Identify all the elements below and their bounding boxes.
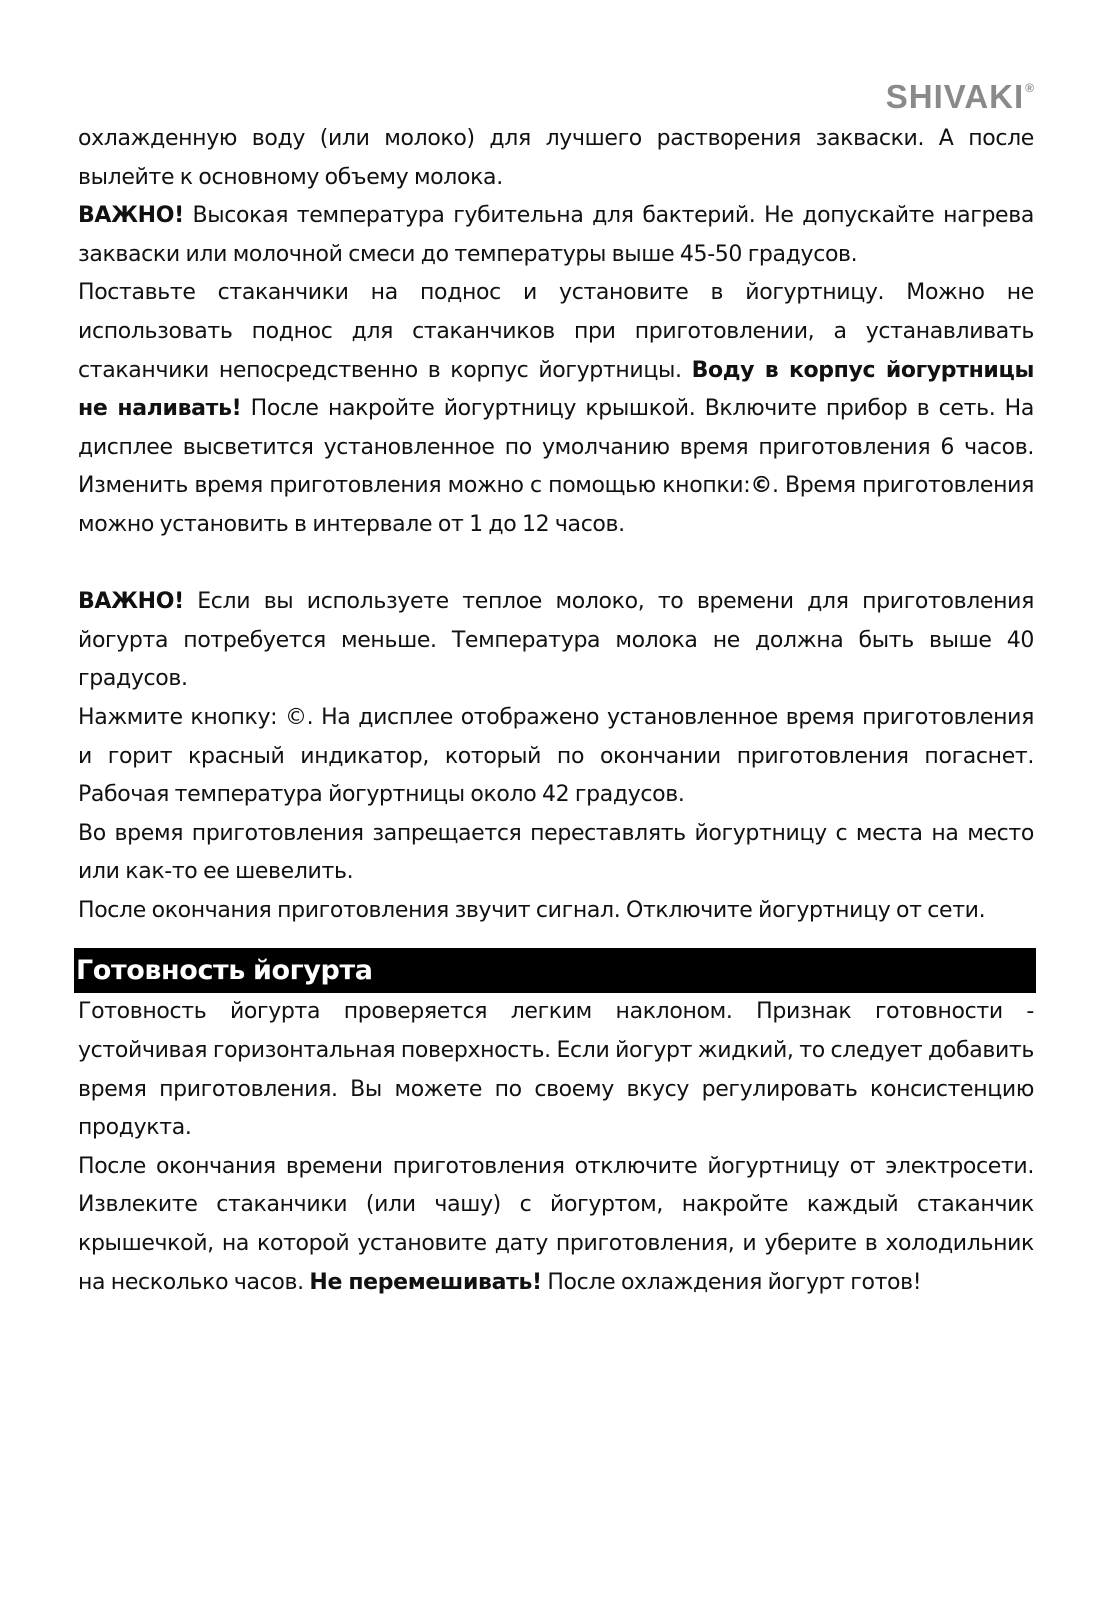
paragraph-text: После накройте йогуртницу крышкой. Включите прибор в сеть. На дисплее высветится установленное по умолчанию время приготовления 6 часов. Изменить время приготовления можно с помощью кнопки:: [78, 396, 1035, 499]
paragraph-text: . Время приготовления можно установить в интервале от 1 до 12 часов.: [78, 473, 1034, 537]
paragraph-text: После окончания времени приготовления отключите йогуртницу от электросети. Извлеките стаканчики (или чашу) с йогуртом, накройте каждый стаканчик крышечкой, на которой установите дату приготовления, и уберите в холодильник на несколько часов.: [78, 1153, 1034, 1295]
paragraph-important-warm-milk: [78, 583, 1034, 699]
paragraph-do-not-move: Во время приготовления запрещается переставлять йогуртницу с места на место или как-то ее шевелить.: [78, 820, 1034, 885]
button-symbol: ©: [750, 473, 772, 499]
registered-mark: ®: [1025, 81, 1035, 95]
warning-no-stirring: Не перемешивать!: [309, 1269, 542, 1295]
warning-no-water: Воду в корпус йогуртницы не наливать!: [78, 357, 1034, 422]
paragraph-text: Если вы используете теплое молоко, то времени для приготовления йогурта потребуется меньше. Температура молока не должна быть выше 40 градусов.: [78, 589, 1034, 692]
paragraph-text: После охлаждения йогурт готов!: [541, 1269, 922, 1295]
section-heading: Готовность йогурта: [74, 948, 1036, 993]
paragraph-press-button: Нажмите кнопку: ©. На дисплее отображено установленное время приготовления и горит красный индикатор, который по окончании приготовления погаснет. Рабочая температура йогуртницы около 42 градусов.: [78, 704, 1034, 808]
paragraph-continuation: охлажденную воду (или молоко) для лучшего растворения закваски. А после вылейте к основному объему молока.: [78, 126, 1034, 190]
paragraph-readiness-check: Готовность йогурта проверяется легким наклоном. Признак готовности - устойчивая горизонтальная поверхность. Если йогурт жидкий, то следует добавить время приготовления. Вы можете по своему вкусу регулировать консистенцию продукта.: [78, 999, 1034, 1141]
paragraph-text: Высокая температура губительна для бактерий. Не допускайте нагрева закваски или молочной смеси до температуры выше 45-50 градусов.: [78, 203, 1034, 267]
paragraph-important-temperature: [78, 197, 1034, 274]
section-spacer: [78, 930, 1034, 948]
page-content: [78, 120, 1034, 1302]
important-label: ВАЖНО!: [78, 203, 184, 229]
paragraph-cups-setup: [78, 274, 1034, 544]
important-label: ВАЖНО!: [78, 589, 184, 615]
paragraph-signal: После окончания приготовления звучит сигнал. Отключите йогуртницу от сети.: [78, 897, 986, 923]
brand-logo: [886, 78, 1035, 116]
brand-name: SHIVAKI: [885, 78, 1025, 115]
paragraph-after-cooking: [78, 1148, 1034, 1302]
paragraph-spacer: [78, 545, 1034, 584]
paragraph-text: Поставьте стаканчики на поднос и установите в йогуртницу. Можно не использовать поднос для стаканчиков при приготовлении, а устанавливать стаканчики непосредственно в корпус йогуртницы.: [78, 280, 1034, 383]
